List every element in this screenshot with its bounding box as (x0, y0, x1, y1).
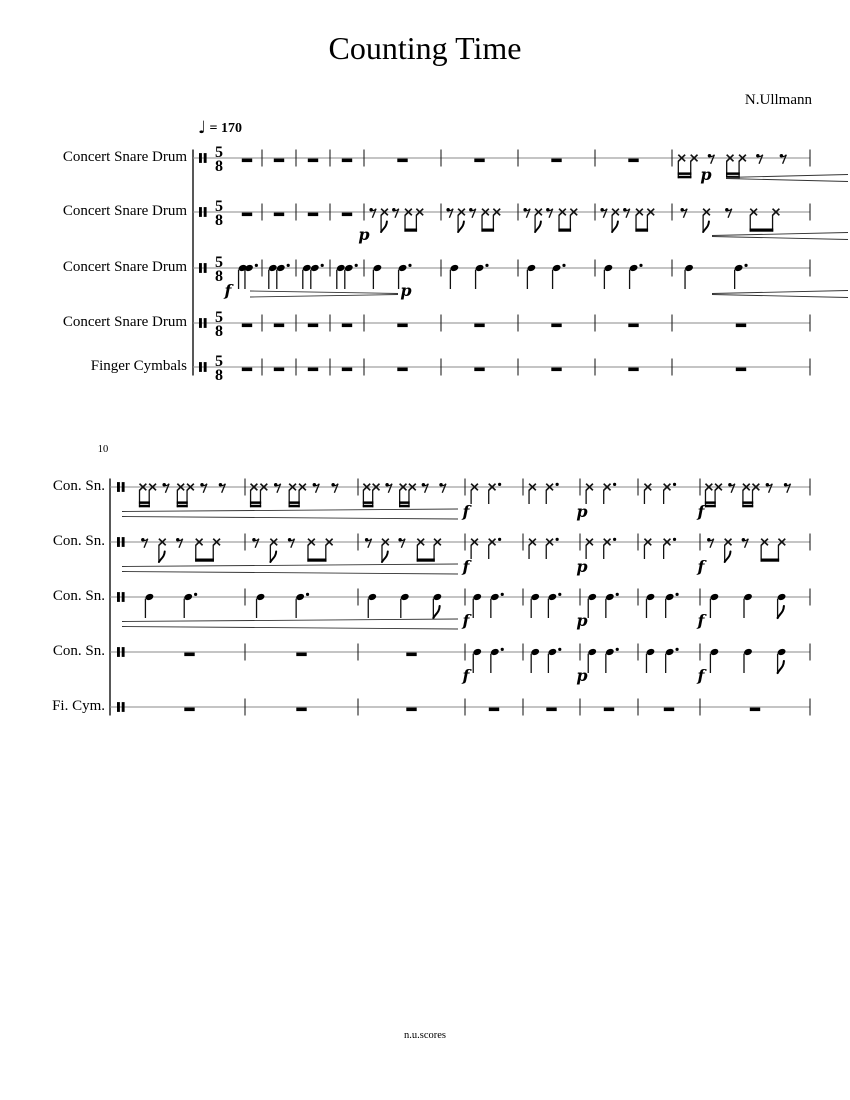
svg-text:p: p (576, 502, 588, 521)
quarter-note-icon: ♩ (198, 118, 207, 138)
page-title: Counting Time (328, 30, 522, 66)
svg-text:p: p (576, 557, 588, 576)
staff-label: Con. Sn. (52, 478, 105, 494)
svg-text:f: f (462, 611, 470, 630)
svg-text:p: p (576, 611, 588, 630)
staff-label: Con. Sn. (52, 533, 105, 549)
svg-text:8: 8 (215, 268, 223, 285)
svg-text:f: f (697, 502, 705, 521)
staff-label: Concert Snare Drum (62, 149, 187, 165)
staff-label: Finger Cymbals (90, 358, 187, 374)
svg-text:f: f (697, 666, 705, 685)
measure-number: 10 (97, 444, 109, 455)
staff-label: Con. Sn. (52, 643, 105, 659)
staff-label: Concert Snare Drum (62, 203, 187, 219)
svg-text:p: p (358, 225, 370, 244)
svg-text:8: 8 (215, 212, 223, 229)
svg-text:p: p (400, 281, 412, 300)
staff-label: Concert Snare Drum (62, 314, 187, 330)
svg-text:f: f (462, 502, 470, 521)
svg-text:f: f (697, 611, 705, 630)
svg-text:p: p (700, 165, 712, 184)
svg-text:f: f (462, 666, 470, 685)
svg-text:f: f (697, 557, 705, 576)
tempo-value: = 170 (209, 121, 243, 136)
svg-text:5: 5 (215, 353, 223, 370)
svg-text:5: 5 (215, 144, 223, 161)
svg-text:f: f (462, 557, 470, 576)
svg-text:8: 8 (215, 367, 223, 384)
svg-text:5: 5 (215, 309, 223, 326)
staff-label: Fi. Cym. (52, 698, 105, 714)
staff-label: Concert Snare Drum (62, 259, 187, 275)
svg-text:f: f (224, 281, 232, 300)
svg-text:p: p (576, 666, 588, 685)
composer-credit: N.Ullmann (744, 92, 812, 108)
svg-text:8: 8 (215, 323, 223, 340)
staff-label: Con. Sn. (52, 588, 105, 604)
svg-text:8: 8 (215, 158, 223, 175)
svg-text:5: 5 (215, 198, 223, 215)
footer-text: n.u.scores (404, 1030, 446, 1041)
svg-text:5: 5 (215, 254, 223, 271)
